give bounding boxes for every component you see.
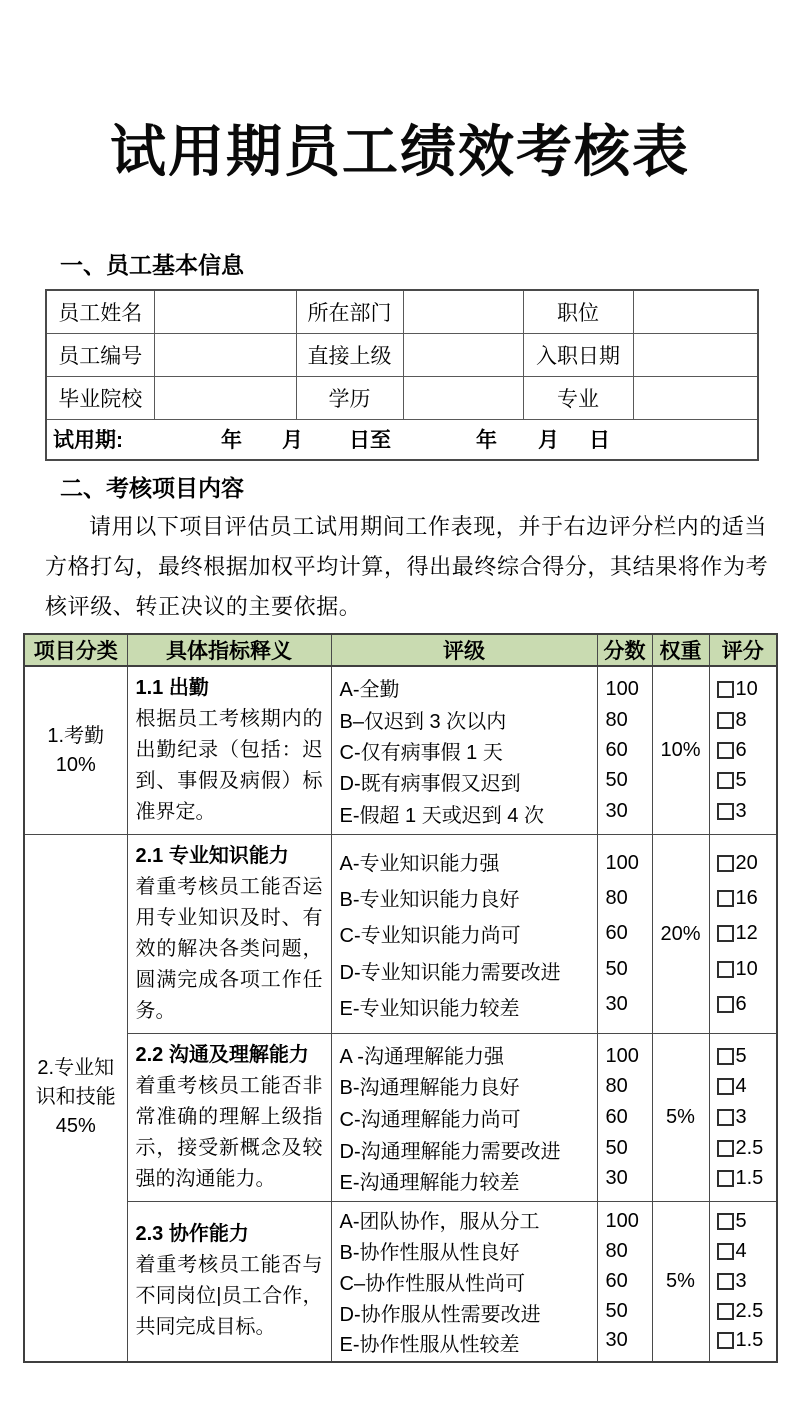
year-label: 年 — [221, 429, 242, 453]
checkbox-value: 8 — [735, 708, 747, 731]
assessment-row-communication — [24, 1034, 777, 1202]
indicator-desc: 着重考核员工能否运用专业知识及时、有效的解决各类问题，圆满完成各项工作任务。 — [135, 876, 323, 1022]
category-professional-skills — [24, 835, 127, 1362]
intro-line: 方格打勾，最终根据加权平均计算，得出最终综合得分，其结果将作为考 — [45, 554, 769, 579]
score-value: 100 — [605, 1044, 639, 1067]
employee-name-value-cell[interactable] — [154, 290, 296, 333]
rating-option: B–仅迟到 3 次以内 — [339, 710, 507, 733]
rating-option: B-协作性服从性良好 — [339, 1241, 520, 1264]
intro-line: 请用以下项目评估员工试用期间工作表现，并于右边评分栏内的适当 — [89, 514, 768, 539]
ratings-teamwork — [331, 1202, 597, 1362]
checkbox-value: 2.5 — [735, 1136, 764, 1159]
hire-date-value-cell[interactable] — [633, 333, 758, 376]
ratings-attendance — [331, 666, 597, 835]
education-label: 学历 — [296, 376, 403, 419]
checkbox-value: 3 — [735, 799, 747, 822]
score-value: 80 — [605, 1239, 628, 1262]
indicator-title: 1.1 出勤 — [135, 677, 209, 699]
rating-option: E-沟通理解能力较差 — [339, 1172, 520, 1195]
basic-info-table — [45, 289, 759, 461]
indicator-desc: 根据员工考核期内的出勤纪录（包括：迟到、事假及病假）标准界定。 — [135, 708, 323, 823]
score-value: 60 — [605, 738, 628, 761]
checkbox-value: 3 — [735, 1105, 747, 1128]
major-label: 专业 — [523, 376, 633, 419]
ratings-knowledge — [331, 835, 597, 1034]
checkbox-value: 10 — [735, 678, 758, 701]
score-value: 30 — [605, 799, 628, 822]
header-category: 项目分类 — [24, 634, 127, 666]
intro-line: 核评级、转正决议的主要依据。 — [45, 594, 362, 619]
score-value: 60 — [605, 922, 628, 945]
month-label: 月 — [538, 429, 559, 453]
checkbox-icon[interactable] — [717, 1213, 734, 1230]
checkbox-value: 2.5 — [735, 1299, 764, 1322]
checkbox-value: 16 — [735, 887, 758, 910]
checkbox-icon[interactable] — [717, 803, 734, 820]
day-to-label: 日至 — [349, 429, 391, 453]
assessment-row-knowledge — [24, 835, 777, 1034]
checkbox-icon[interactable] — [717, 1273, 734, 1290]
score-value: 80 — [605, 708, 628, 731]
assessment-row-attendance — [24, 666, 777, 835]
rating-option: E-协作性服从性较差 — [339, 1334, 520, 1357]
score-value: 50 — [605, 769, 628, 792]
checkbox-icon[interactable] — [717, 1243, 734, 1260]
indicator-teamwork — [127, 1202, 331, 1362]
weight-communication: 5% — [652, 1034, 709, 1202]
month-label: 月 — [282, 429, 303, 453]
checkbox-value: 10 — [735, 957, 758, 980]
score-checkbox[interactable] — [710, 958, 777, 981]
rating-option: C-沟通理解能力尚可 — [339, 1108, 521, 1131]
probation-period-cell[interactable] — [46, 419, 758, 460]
checkbox-icon[interactable] — [717, 1303, 734, 1320]
indicator-knowledge — [127, 835, 331, 1034]
supervisor-label: 直接上级 — [296, 333, 403, 376]
score-checkbox[interactable] — [710, 1300, 777, 1323]
score-checkbox[interactable] — [710, 678, 777, 701]
indicator-desc: 着重考核员工能否与不同岗位|员工合作，共同完成目标。 — [135, 1254, 323, 1339]
header-rating: 评级 — [331, 634, 597, 666]
rating-option: A-全勤 — [339, 679, 400, 702]
page-title: 试用期员工绩效考核表 — [110, 120, 690, 183]
score-value: 100 — [605, 852, 639, 875]
checkbox-icon[interactable] — [717, 996, 734, 1013]
category-line: 1.考勤 — [47, 724, 105, 747]
score-value: 50 — [605, 1299, 628, 1322]
year-label: 年 — [476, 429, 497, 453]
score-checkbox[interactable] — [710, 1167, 777, 1190]
score-checkbox[interactable] — [710, 993, 777, 1016]
indicator-communication — [127, 1034, 331, 1202]
checkbox-value: 5 — [735, 769, 747, 792]
score-value: 60 — [605, 1269, 628, 1292]
header-indicator: 具体指标释义 — [127, 634, 331, 666]
checkbox-value: 1.5 — [735, 1329, 764, 1352]
score-checkbox[interactable] — [710, 1106, 777, 1129]
rating-option: D-协作服从性需要改进 — [339, 1303, 541, 1326]
day-label: 日 — [589, 429, 610, 453]
scores-knowledge — [597, 835, 652, 1034]
category-line: 2.专业知 — [37, 1057, 115, 1080]
checkbox-value: 1.5 — [735, 1167, 764, 1190]
weight-attendance: 10% — [652, 666, 709, 835]
marks-communication — [709, 1034, 777, 1202]
checkbox-icon[interactable] — [717, 712, 734, 729]
ratings-communication — [331, 1034, 597, 1202]
position-value-cell[interactable] — [633, 290, 758, 333]
rating-option: B-专业知识能力良好 — [339, 889, 520, 912]
header-weight: 权重 — [652, 634, 709, 666]
checkbox-icon[interactable] — [717, 925, 734, 942]
table-row — [46, 376, 758, 419]
checkbox-value: 5 — [735, 1210, 747, 1233]
assessment-intro-paragraph — [45, 507, 769, 627]
checkbox-value: 4 — [735, 1075, 747, 1098]
employee-id-label: 员工编号 — [46, 333, 154, 376]
score-value: 100 — [605, 1210, 639, 1233]
checkbox-icon[interactable] — [717, 742, 734, 759]
rating-option: A -沟通理解能力强 — [339, 1045, 504, 1068]
marks-knowledge — [709, 835, 777, 1034]
section-heading-basic-info: 一、员工基本信息 — [60, 252, 244, 278]
assessment-header-row — [24, 634, 777, 666]
checkbox-icon[interactable] — [717, 961, 734, 978]
checkbox-icon[interactable] — [717, 681, 734, 698]
assessment-table — [23, 633, 778, 1363]
score-value: 100 — [605, 678, 639, 701]
table-row — [46, 290, 758, 333]
score-value: 30 — [605, 1329, 628, 1352]
score-value: 50 — [605, 1136, 628, 1159]
score-checkbox[interactable] — [710, 887, 777, 910]
score-value: 80 — [605, 1075, 628, 1098]
checkbox-icon[interactable] — [717, 1109, 734, 1126]
scores-attendance — [597, 666, 652, 835]
rating-option: B-沟通理解能力良好 — [339, 1077, 520, 1100]
score-checkbox[interactable] — [710, 1075, 777, 1098]
major-value-cell[interactable] — [633, 376, 758, 419]
employee-id-value-cell[interactable] — [154, 333, 296, 376]
category-attendance — [24, 666, 127, 835]
header-score: 分数 — [597, 634, 652, 666]
checkbox-value: 6 — [735, 992, 747, 1015]
score-checkbox[interactable] — [710, 1045, 777, 1068]
checkbox-icon[interactable] — [717, 772, 734, 789]
checkbox-icon[interactable] — [717, 1170, 734, 1187]
education-value-cell[interactable] — [403, 376, 523, 419]
score-checkbox[interactable] — [710, 800, 777, 823]
score-value: 80 — [605, 887, 628, 910]
employee-name-label: 员工姓名 — [46, 290, 154, 333]
table-row — [46, 333, 758, 376]
score-checkbox[interactable] — [710, 769, 777, 792]
checkbox-value: 20 — [735, 852, 758, 875]
checkbox-icon[interactable] — [717, 890, 734, 907]
score-value: 50 — [605, 957, 628, 980]
scores-communication — [597, 1034, 652, 1202]
checkbox-icon[interactable] — [717, 855, 734, 872]
header-mark: 评分 — [709, 634, 777, 666]
checkbox-value: 6 — [735, 738, 747, 761]
score-checkbox[interactable] — [710, 852, 777, 875]
department-label: 所在部门 — [296, 290, 403, 333]
marks-attendance — [709, 666, 777, 835]
category-line: 识和技能 — [35, 1086, 116, 1109]
indicator-title: 2.1 专业知识能力 — [135, 845, 289, 867]
rating-option: D-沟通理解能力需要改进 — [339, 1140, 561, 1163]
position-label: 职位 — [523, 290, 633, 333]
score-value: 30 — [605, 1167, 628, 1190]
score-checkbox[interactable] — [710, 922, 777, 945]
score-checkbox[interactable] — [710, 1137, 777, 1160]
hire-date-label: 入职日期 — [523, 333, 633, 376]
score-checkbox[interactable] — [710, 709, 777, 732]
weight-teamwork: 5% — [652, 1202, 709, 1362]
indicator-attendance — [127, 666, 331, 835]
rating-option: C-专业知识能力尚可 — [339, 925, 521, 948]
checkbox-value: 12 — [735, 922, 758, 945]
indicator-title: 2.2 沟通及理解能力 — [135, 1044, 309, 1066]
rating-option: E-假超 1 天或迟到 4 次 — [339, 804, 544, 827]
probation-period-row — [46, 419, 758, 460]
category-weight-line: 45% — [55, 1115, 96, 1138]
score-checkbox[interactable] — [710, 1210, 777, 1233]
rating-option: A-团队协作，服从分工 — [339, 1211, 540, 1234]
rating-option: C–协作性服从性尚可 — [339, 1272, 526, 1295]
probation-label: 试用期: — [53, 429, 123, 453]
score-value: 60 — [605, 1105, 628, 1128]
checkbox-icon[interactable] — [717, 1078, 734, 1095]
school-label: 毕业院校 — [46, 376, 154, 419]
rating-option: D-专业知识能力需要改进 — [339, 961, 561, 984]
checkbox-value: 5 — [735, 1044, 747, 1067]
score-value: 30 — [605, 992, 628, 1015]
checkbox-value: 4 — [735, 1239, 747, 1262]
department-value-cell[interactable] — [403, 290, 523, 333]
marks-teamwork — [709, 1202, 777, 1362]
weight-knowledge: 20% — [652, 835, 709, 1034]
score-checkbox[interactable] — [710, 739, 777, 762]
score-checkbox[interactable] — [710, 1270, 777, 1293]
checkbox-icon[interactable] — [717, 1048, 734, 1065]
section-heading-assessment: 二、考核项目内容 — [60, 475, 244, 501]
rating-option: A-专业知识能力强 — [339, 853, 500, 876]
rating-option: D-既有病事假又迟到 — [339, 773, 521, 796]
checkbox-icon[interactable] — [717, 1140, 734, 1157]
school-value-cell[interactable] — [154, 376, 296, 419]
assessment-row-teamwork — [24, 1202, 777, 1362]
score-checkbox[interactable] — [710, 1240, 777, 1263]
rating-option: C-仅有病事假 1 天 — [339, 741, 503, 764]
indicator-title: 2.3 协作能力 — [135, 1223, 249, 1246]
indicator-desc: 着重考核员工能否非常准确的理解上级指示，接受新概念及较强的沟通能力。 — [135, 1075, 323, 1190]
scores-teamwork — [597, 1202, 652, 1362]
category-weight-line: 10% — [55, 753, 96, 776]
rating-option: E-专业知识能力较差 — [339, 997, 520, 1020]
checkbox-value: 3 — [735, 1269, 747, 1292]
checkbox-icon[interactable] — [717, 1332, 734, 1349]
score-checkbox[interactable] — [710, 1329, 777, 1352]
supervisor-value-cell[interactable] — [403, 333, 523, 376]
